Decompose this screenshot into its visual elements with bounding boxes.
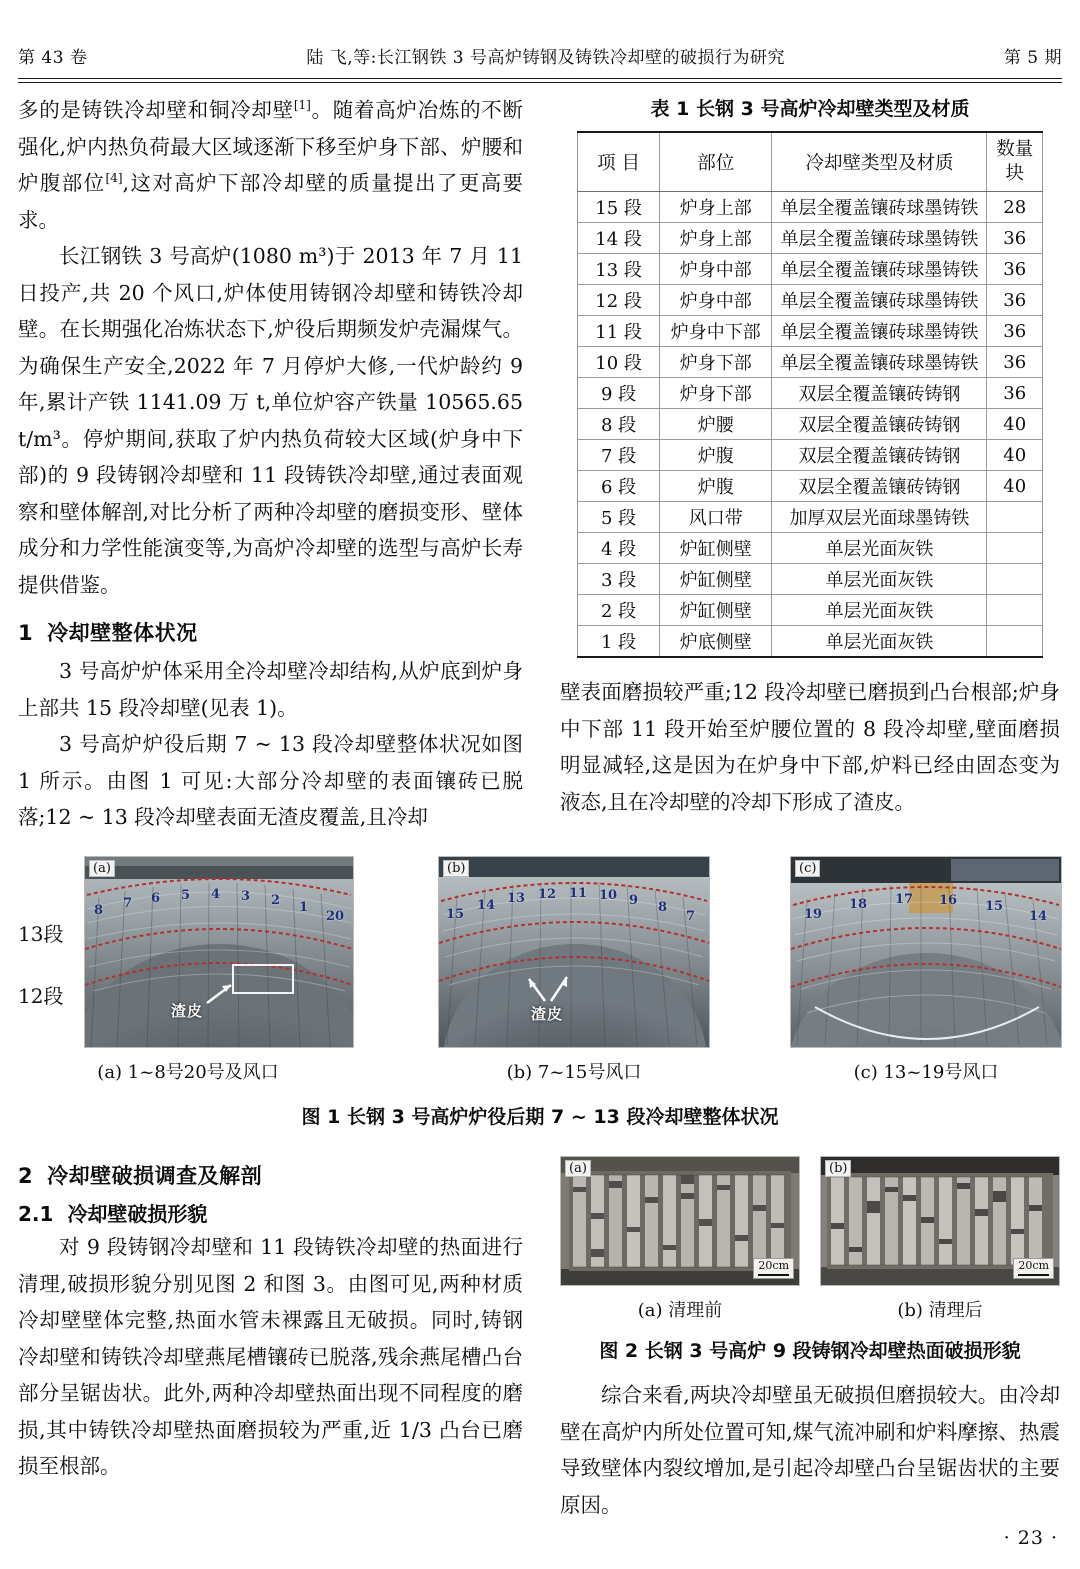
table-cell-quantity: 36: [987, 254, 1043, 285]
table-cell-item: 1 段: [578, 626, 660, 658]
table-cell-type: 单层光面灰铁: [772, 533, 987, 564]
column-header-position: 部位: [660, 132, 772, 192]
subsection-2-1-paragraph: 对 9 段铸钢冷却壁和 11 段铸铁冷却壁的热面进行清理,破损形貌分别见图 2 和图 3。由图可见,两种材质冷却壁壁体完整,热面水管未裸露且无破损。同时,铸钢冷却壁和铸铁冷却壁燕尾槽镶砖已脱落,残余燕尾槽凸台部分呈锯齿状。此外,两种冷却壁热面出现不同程度的磨损,其中铸铁冷却壁热面磨损较为严重,近 1/3 凸台已磨损至根部。: [18, 1235, 523, 1478]
table-header-row: [578, 132, 1043, 192]
table-body: [578, 192, 1043, 658]
table-cell-position: 炉缸侧壁: [660, 533, 772, 564]
table-cell-position: 炉身中部: [660, 285, 772, 316]
section-1-paragraph-1: 3 号高炉炉体采用全冷却壁冷却结构,从炉底到炉身上部共 15 段冷却壁(见表 1)。: [18, 659, 523, 720]
table-cell-position: 炉身中下部: [660, 316, 772, 347]
photo-b-furnace-interior: [438, 856, 710, 1048]
section-1-number: 1: [18, 621, 34, 645]
figure-1-subcaption-a: (a) 1~8号20号及风口: [97, 1062, 279, 1083]
table-cell-type: 单层全覆盖镶砖球墨铸铁: [772, 223, 987, 254]
panel-tag-2a: (a): [565, 1160, 591, 1177]
table-cell-position: 炉身下部: [660, 347, 772, 378]
table-cell-type: 单层光面灰铁: [772, 626, 987, 658]
right-paragraph-final: 综合来看,两块冷却壁虽无破损但磨损较大。由冷却壁在高炉内所处位置可知,煤气流冲刷和炉料摩擦、热震导致壁体内裂纹增加,是引起冷却壁凸台呈锯齿状的主要原因。: [560, 1383, 1060, 1517]
tuyere-number: 8: [94, 903, 104, 918]
section-2-title: 冷却壁破损调查及解剖: [47, 1164, 263, 1188]
table-cell-position: 炉缸侧壁: [660, 564, 772, 595]
running-head: [18, 38, 1062, 72]
tuyere-number: 20: [326, 909, 345, 924]
table-row: [578, 192, 1043, 223]
table-cell-quantity: [987, 626, 1043, 658]
table-cell-item: 4 段: [578, 533, 660, 564]
table-cell-item: 3 段: [578, 564, 660, 595]
tuyere-number: 10: [599, 888, 618, 903]
quantity-header-line-1: 数量: [996, 139, 1034, 160]
tuyere-number: 1: [299, 900, 309, 915]
citation-ref-1: [1]: [293, 98, 311, 113]
segment-label-13: 13段: [18, 922, 64, 946]
figure-2: [560, 1156, 1060, 1523]
table-cell-type: 双层全覆盖镶砖铸钢: [772, 440, 987, 471]
subsection-2-1-title: 冷却壁破损形貌: [67, 1202, 208, 1226]
table-cell-quantity: 36: [987, 378, 1043, 409]
para-seg-3: ,这对高炉下部冷却壁的质量提出了更高要求。: [18, 171, 524, 232]
right-column: [560, 92, 1060, 820]
left-column-lower: [18, 1160, 523, 1485]
table-cell-position: 炉腹: [660, 440, 772, 471]
figure-2-panel-b: [820, 1156, 1060, 1322]
table-cell-item: 14 段: [578, 223, 660, 254]
table-cell-quantity: 36: [987, 285, 1043, 316]
slag-skin-label: 渣皮: [171, 1002, 204, 1020]
table-cell-item: 11 段: [578, 316, 660, 347]
table-cell-type: 单层全覆盖镶砖球墨铸铁: [772, 285, 987, 316]
table-row: [578, 409, 1043, 440]
table-cell-item: 12 段: [578, 285, 660, 316]
figure-1-subcaption-b: (b) 7~15号风口: [506, 1062, 642, 1083]
figure-1-panel-c: [790, 856, 1062, 1084]
figure-1-subcaption-c: (c) 13~19号风口: [853, 1062, 999, 1083]
figure-1-panel-b: [438, 856, 710, 1084]
figure-2-panel-a: [560, 1156, 800, 1322]
scale-bar-label: 20cm: [758, 1259, 789, 1272]
table-cell-type: 单层光面灰铁: [772, 564, 987, 595]
left-column: [18, 92, 523, 836]
citation-ref-4: [4]: [105, 171, 123, 186]
column-header-type: 冷却壁类型及材质: [772, 132, 987, 192]
section-1-title: 冷却壁整体状况: [47, 621, 198, 645]
tuyere-number: 13: [507, 891, 526, 906]
table-cell-item: 8 段: [578, 409, 660, 440]
tuyere-number: 8: [658, 900, 668, 915]
table-row: [578, 502, 1043, 533]
table-cell-type: 单层全覆盖镶砖球墨铸铁: [772, 192, 987, 223]
table-cell-position: 炉腰: [660, 409, 772, 440]
photo-stave-after-cleaning: [820, 1156, 1060, 1286]
tuyere-number: 11: [569, 886, 588, 901]
table-cell-quantity: [987, 564, 1043, 595]
issue-label: 第 5 期: [1003, 47, 1062, 68]
page-number: · 23 ·: [1003, 1527, 1058, 1549]
tuyere-number: 16: [939, 893, 958, 908]
cooling-stave-table: [577, 131, 1043, 658]
segment-label-12: 12段: [18, 984, 64, 1008]
subsection-2-1-heading: [18, 1198, 523, 1227]
table-row: [578, 223, 1043, 254]
table-1-title: 表 1 长钢 3 号高炉冷却壁类型及材质: [650, 98, 970, 120]
table-cell-position: 风口带: [660, 502, 772, 533]
table-row: [578, 471, 1043, 502]
table-cell-item: 6 段: [578, 471, 660, 502]
table-row: [578, 254, 1043, 285]
table-cell-quantity: 40: [987, 440, 1043, 471]
tuyere-number: 4: [211, 887, 221, 902]
column-header-quantity: [987, 132, 1043, 192]
paragraph-introduction: 长江钢铁 3 号高炉(1080 m³)于 2013 年 7 月 11 日投产,共 20 个风口,炉体使用铸钢冷却壁和铸铁冷却壁。在长期强化冶炼状态下,炉役后期频发炉壳漏煤气。为确保生产安全,2022 年 7 月停炉大修,一代炉龄约 9 年,累计产铁 1141.09 万 t,单位炉容产铁量 10565.65 t/m³。停炉期间,获取了炉内热负荷较大区域(炉身中下部)的 9 段铸钢冷却壁和 11 段铸铁冷却壁,通过表面观察和壁体解剖,对比分析了两种冷却壁的磨损变形、壁体成分和力学性能演变等,为高炉冷却壁的选型与高炉长寿提供借鉴。: [18, 244, 523, 597]
panel-tag-2b: (b): [825, 1160, 851, 1177]
tuyere-number: 5: [181, 888, 191, 903]
table-cell-position: 炉身上部: [660, 192, 772, 223]
header-divider: [18, 78, 1062, 83]
table-cell-type: 单层全覆盖镶砖球墨铸铁: [772, 347, 987, 378]
table-cell-quantity: [987, 595, 1043, 626]
table-cell-item: 5 段: [578, 502, 660, 533]
subsection-2-1-number: 2.1: [18, 1202, 54, 1226]
photo-a-furnace-interior: [84, 856, 354, 1048]
photo-a-svg: [85, 857, 353, 1047]
column-header-item: 项 目: [578, 132, 660, 192]
section-2-number: 2: [18, 1164, 34, 1188]
table-cell-type: 单层全覆盖镶砖球墨铸铁: [772, 254, 987, 285]
scale-bar-line: [1018, 1274, 1049, 1276]
table-cell-quantity: [987, 502, 1043, 533]
table-cell-type: 加厚双层光面球墨铸铁: [772, 502, 987, 533]
tuyere-number: 3: [241, 889, 251, 904]
table-cell-type: 双层全覆盖镶砖铸钢: [772, 378, 987, 409]
tuyere-number: 15: [446, 907, 465, 922]
tuyere-number: 14: [1029, 909, 1048, 924]
table-cell-quantity: 36: [987, 223, 1043, 254]
table-cell-position: 炉缸侧壁: [660, 595, 772, 626]
table-row: [578, 347, 1043, 378]
panel-tag-c: (c): [795, 860, 820, 877]
table-cell-quantity: [987, 533, 1043, 564]
table-row: [578, 285, 1043, 316]
table-cell-position: 炉底侧壁: [660, 626, 772, 658]
panel-tag-a: (a): [89, 860, 115, 877]
paragraph-continued: [18, 92, 523, 238]
photo-c-svg: [791, 857, 1061, 1047]
volume-label: 第 43 卷: [18, 47, 88, 68]
slag-skin-label: 渣皮: [531, 1005, 564, 1023]
tuyere-number: 2: [271, 893, 281, 908]
table-cell-type: 单层光面灰铁: [772, 595, 987, 626]
table-row: [578, 533, 1043, 564]
table-row: [578, 316, 1043, 347]
table-row: [578, 440, 1043, 471]
table-cell-type: 单层全覆盖镶砖球墨铸铁: [772, 316, 987, 347]
table-row: [578, 626, 1043, 658]
table-header: [578, 132, 1043, 192]
section-1-paragraph-2: 3 号高炉炉役后期 7 ~ 13 段冷却壁整体状况如图 1 所示。由图 1 可见:大部分冷却壁的表面镶砖已脱落;12 ~ 13 段冷却壁表面无渣皮覆盖,且冷却: [18, 732, 523, 829]
table-cell-item: 2 段: [578, 595, 660, 626]
table-cell-quantity: 36: [987, 316, 1043, 347]
running-title: 陆 飞,等:长江钢铁 3 号高炉铸钢及铸铁冷却壁的破损行为研究: [306, 47, 785, 68]
quantity-header-line-2: 块: [1005, 163, 1024, 184]
table-row: [578, 378, 1043, 409]
scale-bar-20cm: [753, 1258, 794, 1279]
scale-bar-line: [758, 1274, 789, 1276]
table-cell-type: 双层全覆盖镶砖铸钢: [772, 471, 987, 502]
scale-bar-label: 20cm: [1018, 1259, 1049, 1272]
figure-1-panel-a: [18, 856, 358, 1084]
figure-2-subcaption-b: (b) 清理后: [897, 1300, 983, 1321]
figure-2-photo-row: [560, 1156, 1060, 1322]
tuyere-number: 9: [629, 893, 639, 908]
tuyere-number: 19: [804, 907, 823, 922]
tuyere-number: 7: [123, 896, 133, 911]
tuyere-number: 14: [477, 898, 496, 913]
table-cell-item: 15 段: [578, 192, 660, 223]
panel-tag-b: (b): [443, 860, 469, 877]
table-cell-type: 双层全覆盖镶砖铸钢: [772, 409, 987, 440]
tuyere-number: 17: [895, 892, 914, 907]
table-cell-position: 炉身中部: [660, 254, 772, 285]
tuyere-number: 15: [985, 899, 1004, 914]
table-cell-position: 炉身下部: [660, 378, 772, 409]
tuyere-number: 18: [849, 897, 868, 912]
section-1-heading: [18, 617, 523, 647]
photo-c-furnace-interior: [790, 856, 1062, 1048]
table-cell-quantity: 36: [987, 347, 1043, 378]
figure-2-caption: 图 2 长钢 3 号高炉 9 段铸钢冷却壁热面破损形貌: [599, 1340, 1021, 1362]
tuyere-number: 6: [151, 891, 161, 906]
table-cell-quantity: 40: [987, 409, 1043, 440]
table-cell-position: 炉身上部: [660, 223, 772, 254]
right-paragraph-after-table: 壁表面磨损较严重;12 段冷却壁已磨损到凸台根部;炉身中下部 11 段开始至炉腰位置的 8 段冷却壁,壁面磨损明显减轻,这是因为在炉身中下部,炉料已经由固态变为液态,且在冷却壁的冷却下形成了渣皮。: [560, 680, 1060, 814]
tuyere-number: 12: [538, 887, 557, 902]
figure-1: [18, 856, 1062, 1084]
tuyere-number: 7: [686, 909, 696, 924]
table-row: [578, 564, 1043, 595]
table-cell-quantity: 28: [987, 192, 1043, 223]
table-cell-item: 13 段: [578, 254, 660, 285]
table-cell-position: 炉腹: [660, 471, 772, 502]
para-seg-2: 。随着高炉冶炼的不断强化,炉内热负荷最大区域逐渐下移至炉身下部、炉腰和炉腹部位: [18, 98, 524, 195]
figure-1-photo-row: [18, 856, 1062, 1084]
figure-2-subcaption-a: (a) 清理前: [637, 1300, 723, 1321]
table-row: [578, 595, 1043, 626]
para-seg-1: 多的是铸铁冷却壁和铜冷却壁: [18, 98, 294, 122]
table-cell-item: 10 段: [578, 347, 660, 378]
table-cell-quantity: 40: [987, 471, 1043, 502]
table-cell-item: 7 段: [578, 440, 660, 471]
table-cell-item: 9 段: [578, 378, 660, 409]
scale-bar-20cm: [1013, 1258, 1054, 1279]
section-2-heading: [18, 1160, 523, 1190]
photo-stave-before-cleaning: [560, 1156, 800, 1286]
figure-1-caption: 图 1 长钢 3 号高炉炉役后期 7 ~ 13 段冷却壁整体状况: [301, 1106, 779, 1128]
